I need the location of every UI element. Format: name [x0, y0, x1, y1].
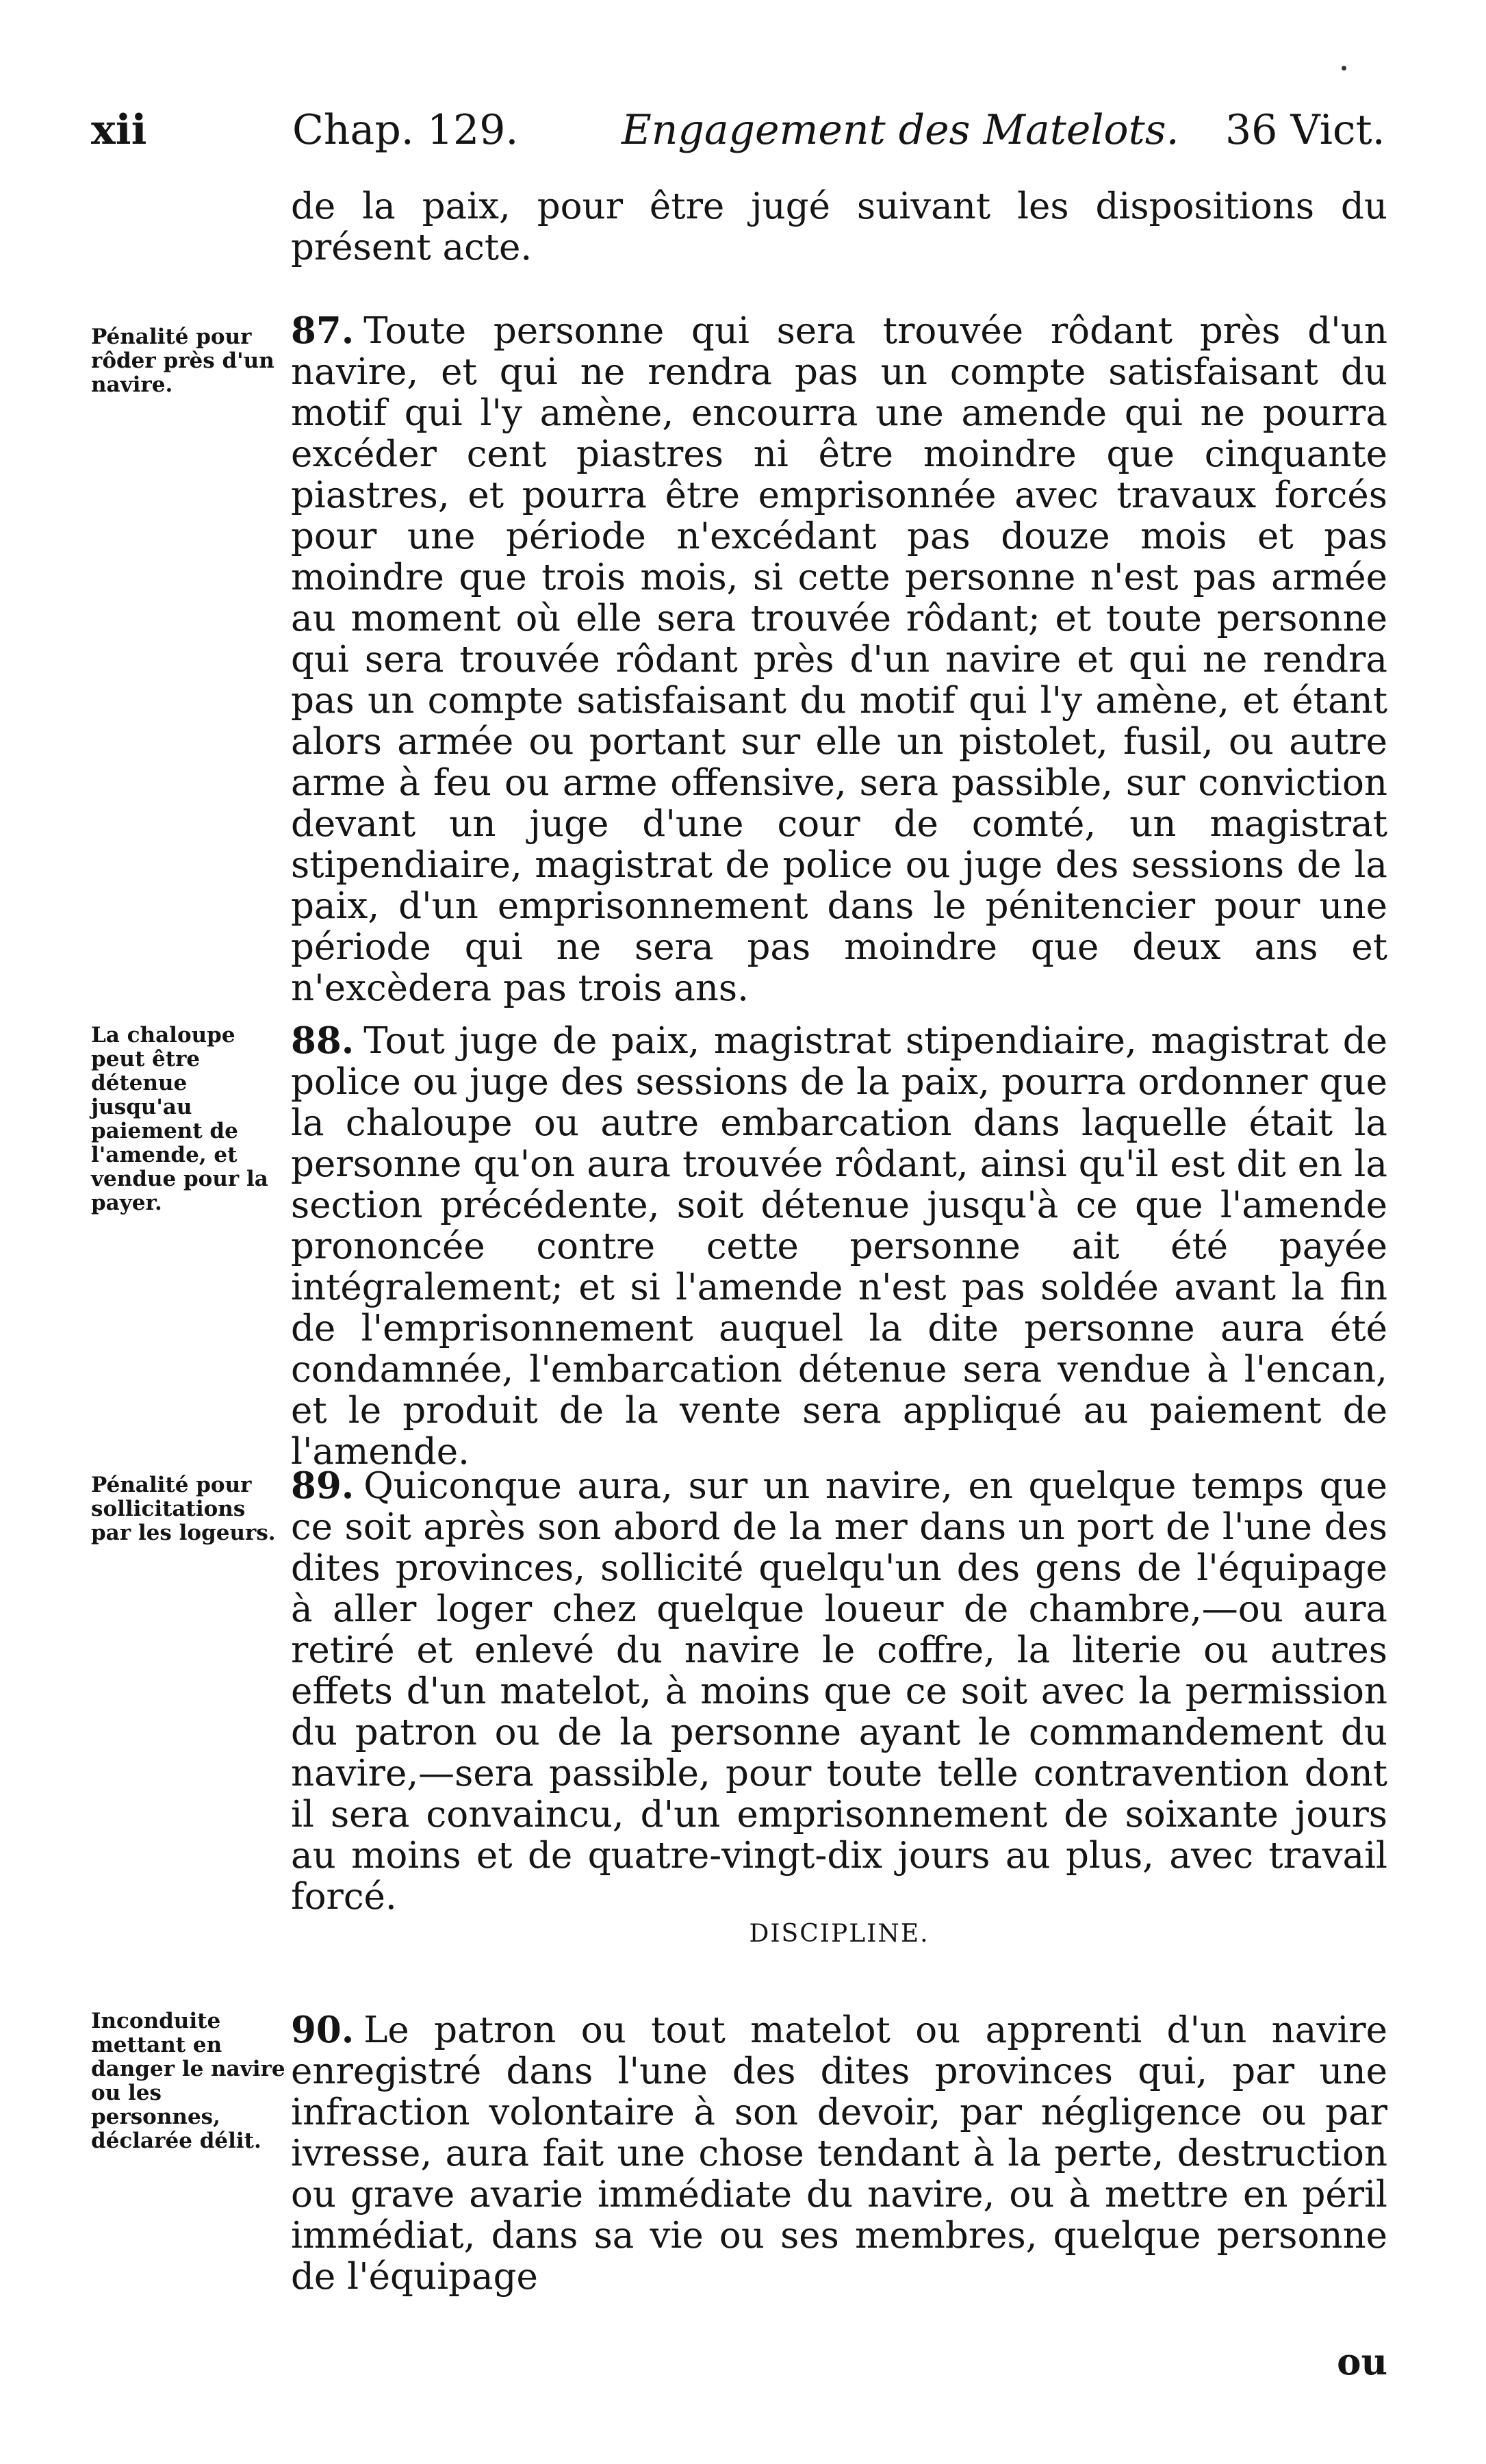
section-number: 87.	[291, 309, 355, 352]
section-text: Le patron ou tout matelot ou apprenti d'un navire enregistré dans l'une des dites provinces qui, par une infraction volontaire à son devoir, par négligence ou par ivresse, aura fait une chose tendant à la perte, destruction ou grave avarie immédiate du navire, ou à mettre en péril immédiat, dans sa vie ou ses membres, quelque personne de l'équipage	[291, 2009, 1387, 2298]
section-number: 89.	[291, 1464, 355, 1507]
section-text: Tout juge de paix, magistrat stipendiaire, magistrat de police ou juge des sessions de la paix, pourra ordonner que la chaloupe ou autre embarcation dans laquelle était la personne qu'on aura trouvée rôdant, ainsi qu'il est dit en la section précédente, soit détenue jusqu'à ce que l'amende prononcée contre cette personne ait été payée intégralement; et si l'amende n'est pas soldée avant la fin de l'emprisonnement auquel la dite personne aura été condamnée, l'embarcation détenue sera vendue à l'encan, et le produit de la vente sera appliqué au paiement de l'amende.	[291, 1020, 1387, 1473]
regnal-year: 36 Vict.	[1225, 106, 1385, 154]
margin-note-90: Inconduite mettant en danger le navire ou les personnes, déclarée délit.	[91, 2009, 285, 2153]
section-text: Quiconque aura, sur un navire, en quelque temps que ce soit après son abord de la mer dans un port de l'une des dites provinces, sollicité quelqu'un des gens de l'équipage à aller loger chez quelque loueur de chambre,—ou aura retiré et enlevé du navire le coffre, la literie ou autres effets d'un matelot, à moins que ce soit avec la permission du patron ou de la personne ayant le commandement du navire,—sera passible, pour toute telle contravention dont il sera convaincu, d'un emprisonnement de soixante jours au moins et de quatre-vingt-dix jours au plus, avec travail forcé.	[291, 1465, 1387, 1918]
section-88	[291, 1020, 1387, 1473]
section-90	[291, 2009, 1387, 2298]
ink-mark	[1342, 66, 1346, 71]
page-number: xii	[91, 106, 147, 154]
section-number: 90.	[291, 2009, 355, 2051]
catchword: ou	[1337, 2341, 1387, 2383]
running-title: Engagement des Matelots.	[622, 106, 1179, 154]
margin-note-87: Pénalité pour rôder près d'un navire.	[91, 325, 274, 397]
running-header	[0, 103, 1486, 157]
discipline-heading: DISCIPLINE.	[749, 1920, 930, 1948]
margin-note-88: La chaloupe peut être détenue jusqu'au paiement de l'amende, et vendue pour la payer.	[91, 1023, 268, 1215]
section-87	[291, 310, 1387, 1009]
section-text: Toute personne qui sera trouvée rôdant près d'un navire, et qui ne rendra pas un compte satisfaisant du motif qui l'y amène, encourra une amende qui ne pourra excéder cent piastres ni être moindre que cinquante piastres, et pourra être emprisonnée avec travaux forcés pour une période n'excédant pas douze mois et pas moindre que trois mois, si cette personne n'est pas armée au moment où elle sera trouvée rôdant; et toute personne qui sera trouvée rôdant près d'un navire et qui ne rendra pas un compte satisfaisant du motif qui l'y amène, et étant alors armée ou portant sur elle un pistolet, fusil, ou autre arme à feu ou arme offensive, sera passible, sur conviction devant un juge d'une cour de comté, un magistrat stipendiaire, magistrat de police ou juge des sessions de la paix, d'un emprisonnement dans le pénitencier pour une période qui ne sera pas moindre que deux ans et n'excèdera pas trois ans.	[291, 310, 1387, 1009]
margin-note-89: Pénalité pour sollicitations par les logeurs.	[91, 1473, 276, 1545]
chapter-label: Chap. 129.	[292, 106, 519, 154]
continuation-paragraph	[291, 186, 1387, 268]
section-89	[291, 1465, 1387, 1918]
section-number: 88.	[291, 1019, 355, 1062]
continuation-text: de la paix, pour être jugé suivant les dispositions du présent acte.	[291, 186, 1387, 268]
